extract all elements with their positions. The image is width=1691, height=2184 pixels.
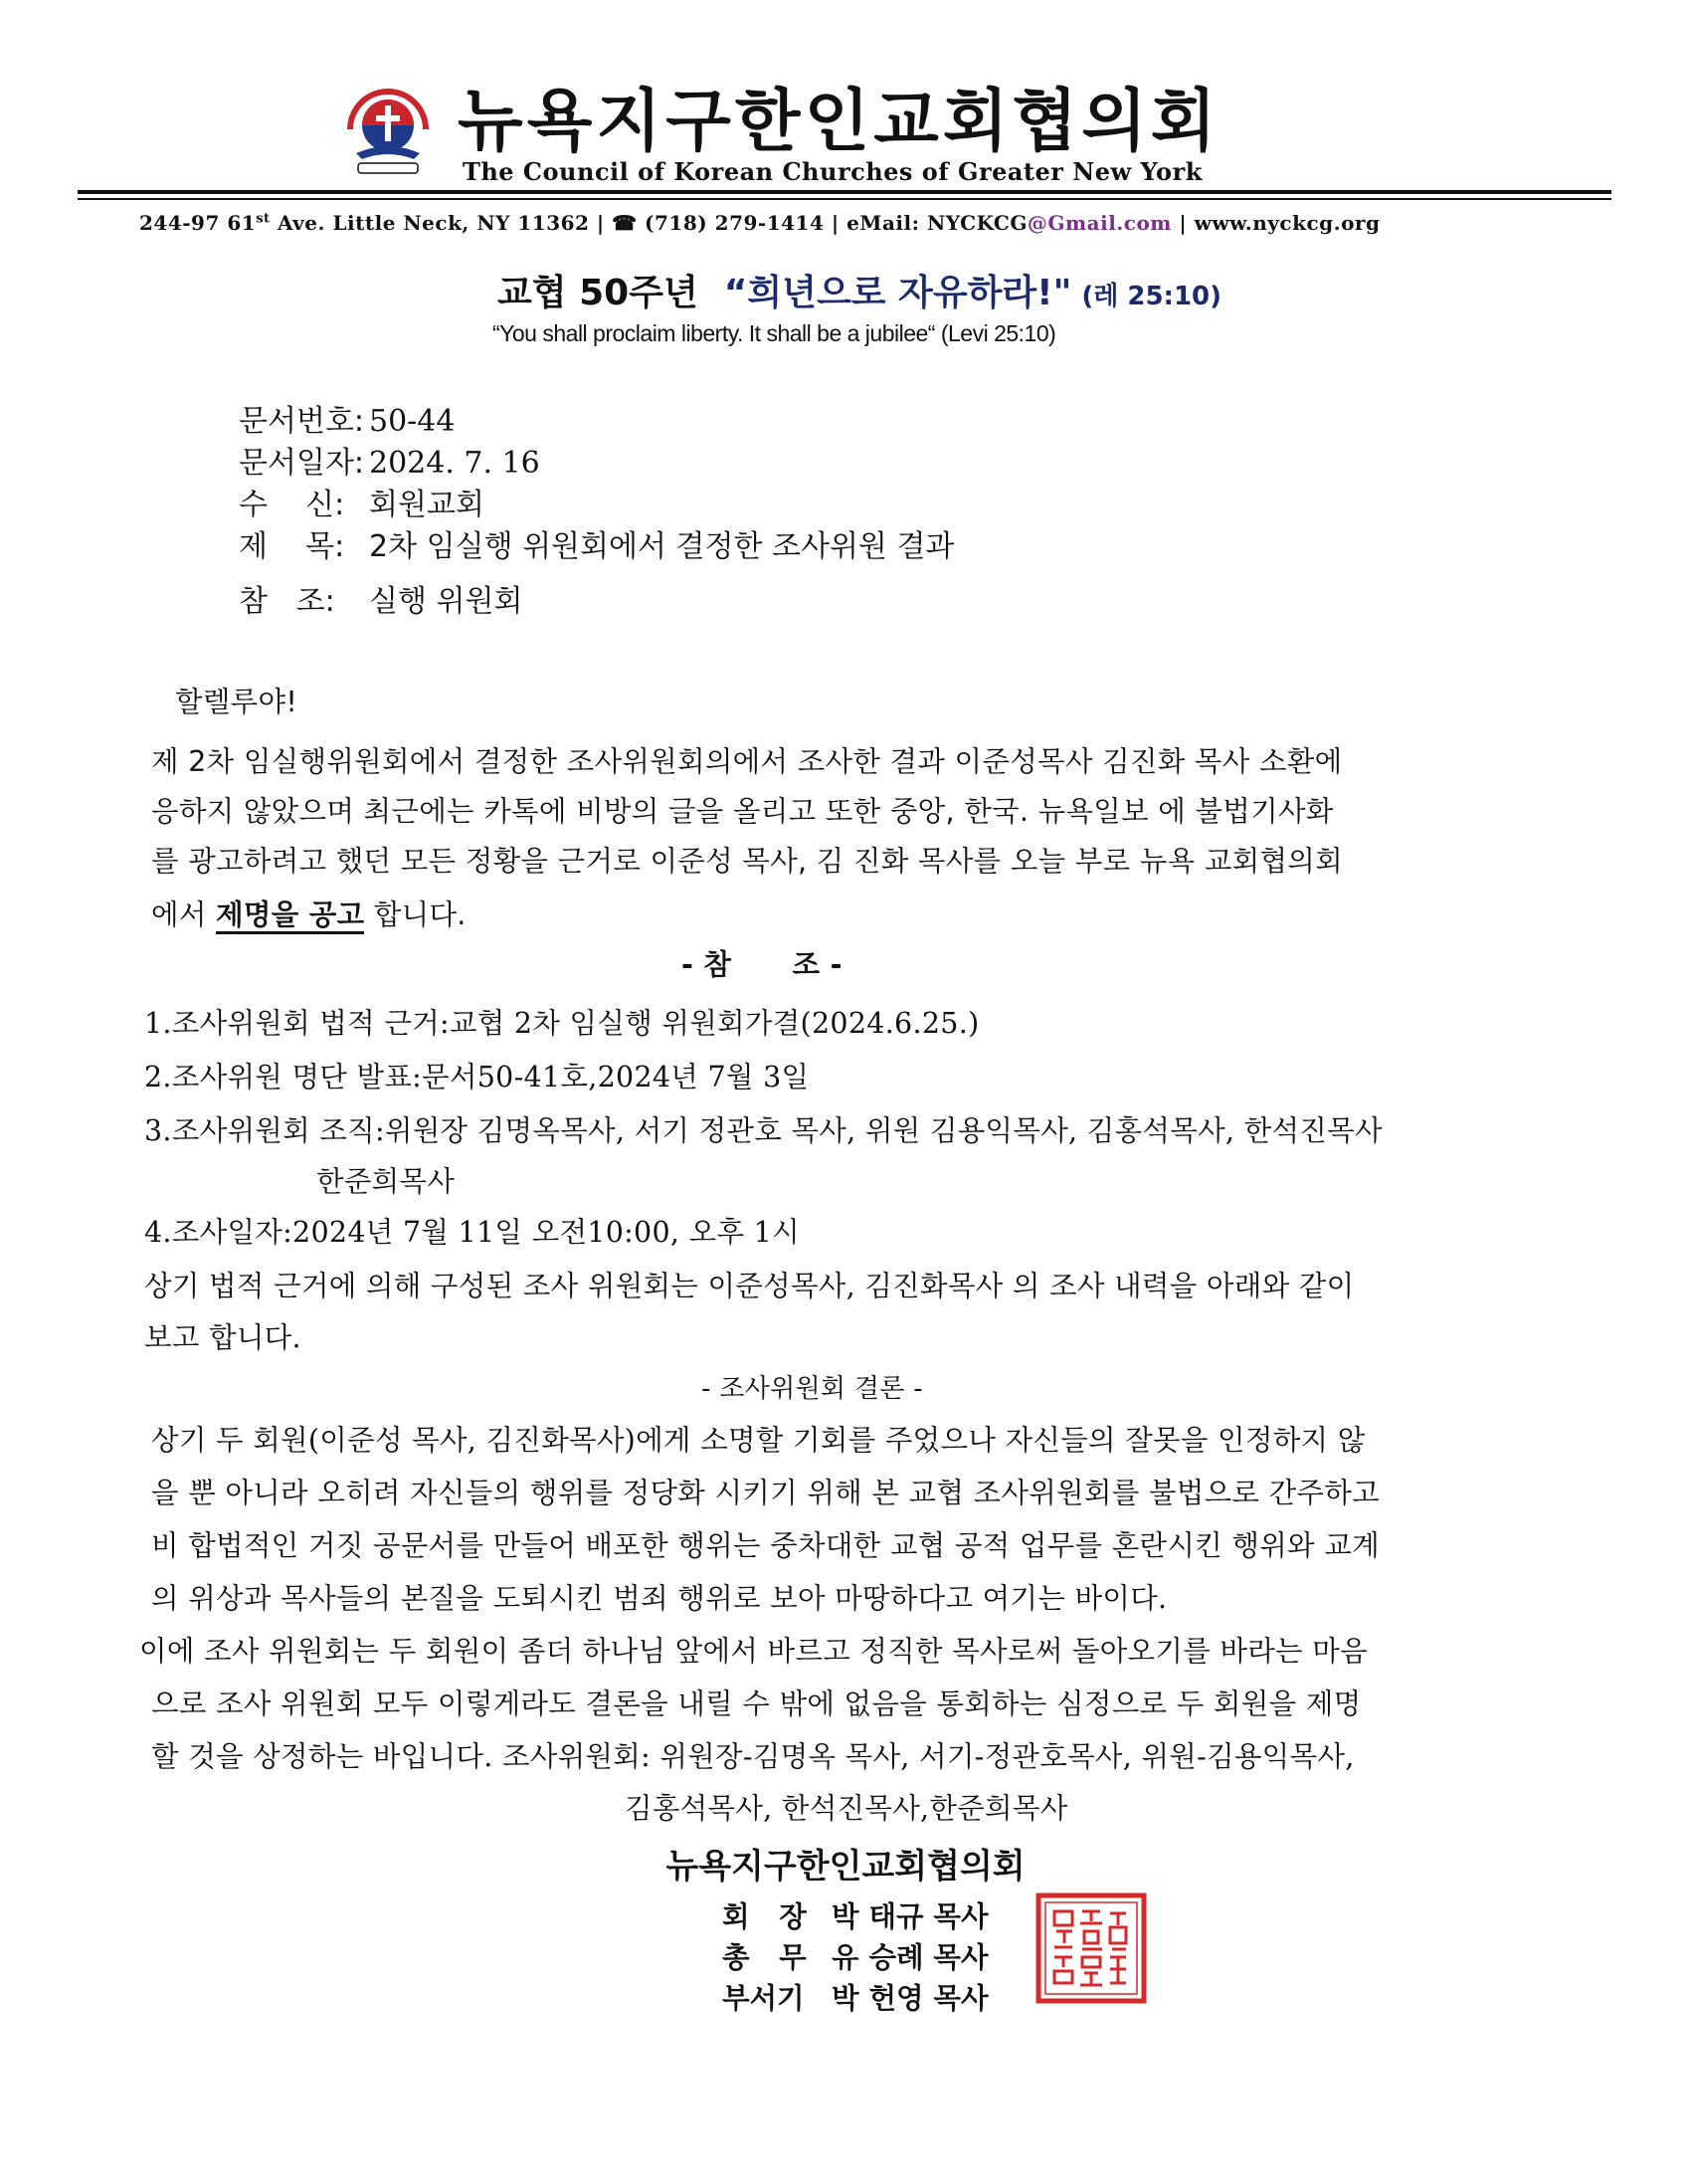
meta-reference xyxy=(239,576,522,620)
anniversary-title: 교협 50주년 xyxy=(497,273,698,313)
reference-item: 2.조사위원 명단 발표:문서50-41호,2024년 7월 3일 xyxy=(144,1061,810,1093)
signature-name: 유 승례 목사 xyxy=(832,1941,989,1974)
expulsion-notice-emphasis: 제명을 공고 xyxy=(216,898,364,934)
meta-label: 문서일자: xyxy=(239,446,365,481)
council-logo-icon xyxy=(338,80,438,179)
meta-label: 참 조: xyxy=(239,584,335,619)
anniversary-english: “You shall proclaim liberty. It shall be a jubilee“ (Levi 25:10) xyxy=(492,320,1056,346)
reference-item: 1.조사위원회 법적 근거:교협 2차 임실행 위원회가결(2024.6.25.) xyxy=(144,1007,980,1040)
anniversary-motto: “희년으로 자유하라!" xyxy=(723,273,1072,313)
signature-title: 회 장 xyxy=(722,1900,807,1933)
meta-doc-date xyxy=(239,438,540,482)
para1-last-post: 합니다. xyxy=(364,898,467,931)
para1-line: 제 2차 임실행위원회에서 결정한 조사위원회의에서 조사한 결과 이준성목사 김진화 목사 소환에 xyxy=(151,745,1343,778)
signature-name: 박 태규 목사 xyxy=(832,1900,989,1933)
para2-line: 보고 합니다. xyxy=(144,1321,301,1354)
reference-item-continued: 한준희목사 xyxy=(316,1165,456,1198)
contact-line xyxy=(139,211,1380,235)
signature-title: 부서기 xyxy=(722,1982,805,2015)
para1-line: 를 광고하려고 했던 모든 정황을 근거로 이준성 목사, 김 진화 목사를 오늘 부로 뉴욕 교회협의회 xyxy=(151,845,1343,878)
signature-name: 박 헌영 목사 xyxy=(832,1982,989,2015)
meta-value: 50-44 xyxy=(369,404,456,439)
meta-label: 제 목: xyxy=(239,529,345,564)
meta-subject xyxy=(239,521,954,565)
anniversary-line xyxy=(497,265,1221,315)
header-rule-thick xyxy=(78,190,1611,194)
meta-value: 2024. 7. 16 xyxy=(369,446,540,481)
conclusion-line: 으로 조사 위원회 모두 이렇게라도 결론을 내릴 수 밖에 없음을 통회하는 심정으로 두 회원을 제명 xyxy=(151,1688,1362,1720)
meta-value: 실행 위원회 xyxy=(369,584,523,619)
greeting: 할렐루야! xyxy=(175,686,298,718)
para2-line: 상기 법적 근거에 의해 구성된 조사 위원회는 이준성목사, 김진화목사 의 조사 내력을 아래와 같이 xyxy=(144,1270,1355,1302)
conclusion-line: 이에 조사 위원회는 두 회원이 좀더 하나님 앞에서 바르고 정직한 목사로써 돌아오기를 바라는 마음 xyxy=(139,1635,1368,1668)
conclusion-line: 상기 두 회원(이준성 목사, 김진화목사)에게 소명할 기회를 주었으나 자신들의 잘못을 인정하지 않 xyxy=(151,1424,1366,1457)
signature-org: 뉴욕지구한인교회협의회 xyxy=(665,1847,1026,1886)
meta-label: 문서번호: xyxy=(239,404,365,439)
address-suffix: st xyxy=(256,211,271,227)
conclusion-line: 비 합법적인 거짓 공문서를 만들어 배포한 행위는 중차대한 교협 공적 업무를 혼란시킨 행위와 교계 xyxy=(151,1529,1380,1562)
org-english-name: The Council of Korean Churches of Greater New York xyxy=(463,157,1203,186)
reference-item: 3.조사위원회 조직:위원장 김명옥목사, 서기 정관호 목사, 위원 김용익목사, 김홍석목사, 한석진목사 xyxy=(144,1114,1383,1147)
org-title: 뉴욕지구한인교회협의회 xyxy=(458,83,1221,161)
conclusion-line: 을 뿐 아니라 오히려 자신들의 행위를 정당화 시키기 위해 본 교협 조사위원회를 불법으로 간주하고 xyxy=(151,1477,1380,1509)
contact-text: Ave. Little Neck, NY 11362 | ☎ (718) 279-1414 | eMail: NYCKCG xyxy=(270,211,1028,235)
official-seal-stamp xyxy=(1034,1891,1148,2005)
para1-last-line xyxy=(151,893,467,933)
website-text: | www.nyckcg.org xyxy=(1171,211,1381,235)
reference-heading: - 참 조 - xyxy=(681,948,843,981)
conclusion-heading: - 조사위원회 결론 - xyxy=(701,1374,923,1404)
signature-general-secretary xyxy=(722,1935,989,1976)
meta-recipient xyxy=(239,480,484,523)
para1-line: 응하지 않았으며 최근에는 카톡에 비방의 글을 올리고 또한 중앙, 한국. 뉴욕일보 에 불법기사화 xyxy=(151,795,1334,828)
signature-assistant-secretary xyxy=(722,1976,989,2017)
conclusion-line: 할 것을 상정하는 바입니다. 조사위원회: 위원장-김명옥 목사, 서기-정관호목사, 위원-김용익목사, xyxy=(151,1740,1355,1773)
email-domain: @Gmail.com xyxy=(1027,211,1172,235)
signature-president xyxy=(722,1894,989,1935)
signature-title: 총 무 xyxy=(722,1941,807,1974)
address-text: 244-97 61 xyxy=(139,211,257,235)
meta-value: 2차 임실행 위원회에서 결정한 조사위원 결과 xyxy=(369,529,955,564)
meta-doc-number xyxy=(239,396,455,440)
meta-value: 회원교회 xyxy=(369,488,484,522)
conclusion-line: 의 위상과 목사들의 본질을 도퇴시킨 범죄 행위로 보아 마땅하다고 여기는 바이다. xyxy=(151,1582,1168,1615)
anniversary-reference: (레 25:10) xyxy=(1081,282,1222,311)
reference-item: 4.조사일자:2024년 7월 11일 오전10:00, 오후 1시 xyxy=(144,1216,800,1249)
header-rule-thin xyxy=(78,198,1611,200)
meta-label: 수 신: xyxy=(239,488,345,522)
committee-members: 김홍석목사, 한석진목사,한준희목사 xyxy=(625,1792,1068,1825)
para1-last-pre: 에서 xyxy=(151,898,217,931)
